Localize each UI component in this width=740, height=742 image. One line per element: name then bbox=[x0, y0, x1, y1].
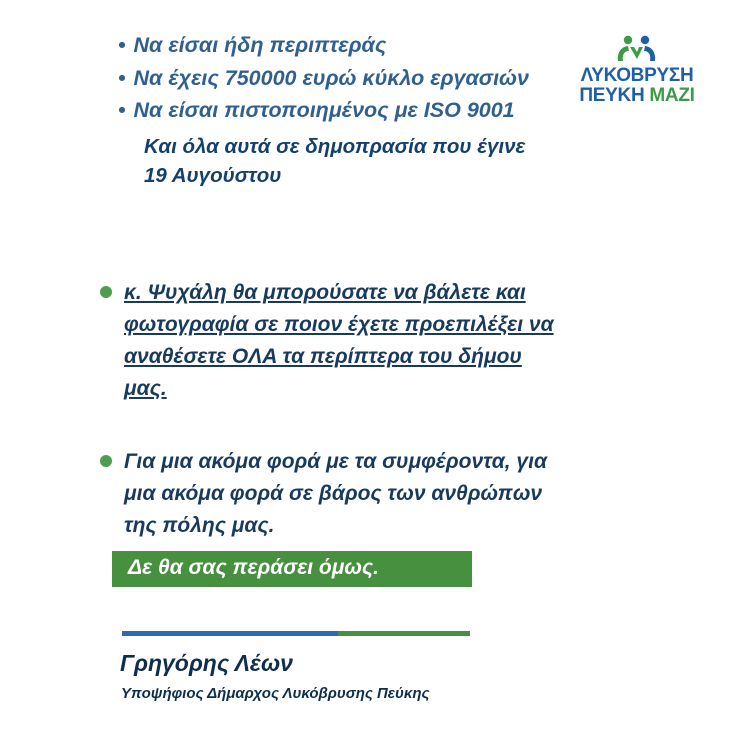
statement-block-psychali bbox=[100, 277, 570, 405]
two-people-icon bbox=[607, 34, 667, 64]
statement-text-inner: κ. Ψυχάλη θα μπορούσατε να βάλετε και φωτογραφία σε ποιον έχετε προεπιλέξει να αναθέσετε ΟΛΑ τα περίπτερα του δήμου μας. bbox=[124, 281, 554, 400]
statement-text-inner: Για μια ακόμα φορά με τα συμφέροντα, για μια ακόμα φορά σε βάρος των ανθρώπων της πόλης μας. bbox=[124, 450, 547, 537]
logo-line-1: ΛΥΚΟΒΡΥΣΗ bbox=[580, 65, 694, 86]
list-item bbox=[118, 95, 588, 126]
auction-note: Και όλα αυτά σε δημοπρασία που έγινε 19 Αυγούστου bbox=[144, 134, 526, 188]
footer-divider-green bbox=[338, 631, 470, 636]
list-item-label: Να έχεις 750000 ευρώ κύκλο εργασιών bbox=[133, 65, 529, 90]
bullet-dot-icon bbox=[100, 286, 112, 298]
logo-line-2-peuki: ΠΕΥΚΗ bbox=[579, 84, 645, 106]
list-item bbox=[118, 30, 588, 61]
bullet-glyph: • bbox=[118, 33, 126, 57]
list-item bbox=[118, 63, 588, 94]
list-item-label: Να είσαι πιστοποιημένος με ISO 9001 bbox=[133, 98, 515, 123]
list-item-label: Να είσαι ήδη περιπτεράς bbox=[133, 33, 387, 57]
candidate-role: Υποψήφιος Δήμαρχος Λυκόβρυσης Πεύκης bbox=[121, 685, 430, 702]
requirements-list bbox=[118, 30, 588, 191]
statement-text bbox=[124, 277, 570, 405]
footer-divider-blue bbox=[122, 631, 338, 636]
bullet-dot-icon bbox=[100, 455, 112, 467]
candidate-name: Γρηγόρης Λέων bbox=[120, 650, 293, 676]
highlight-banner: Δε θα σας περάσει όμως. bbox=[112, 551, 472, 587]
statement-block-interests bbox=[100, 446, 580, 542]
bullet-glyph: • bbox=[118, 98, 126, 123]
logo-line-2-mazi: ΜΑΖΙ bbox=[649, 84, 695, 106]
bullet-glyph: • bbox=[118, 65, 126, 90]
footer-divider bbox=[122, 631, 470, 636]
statement-text bbox=[124, 446, 580, 542]
